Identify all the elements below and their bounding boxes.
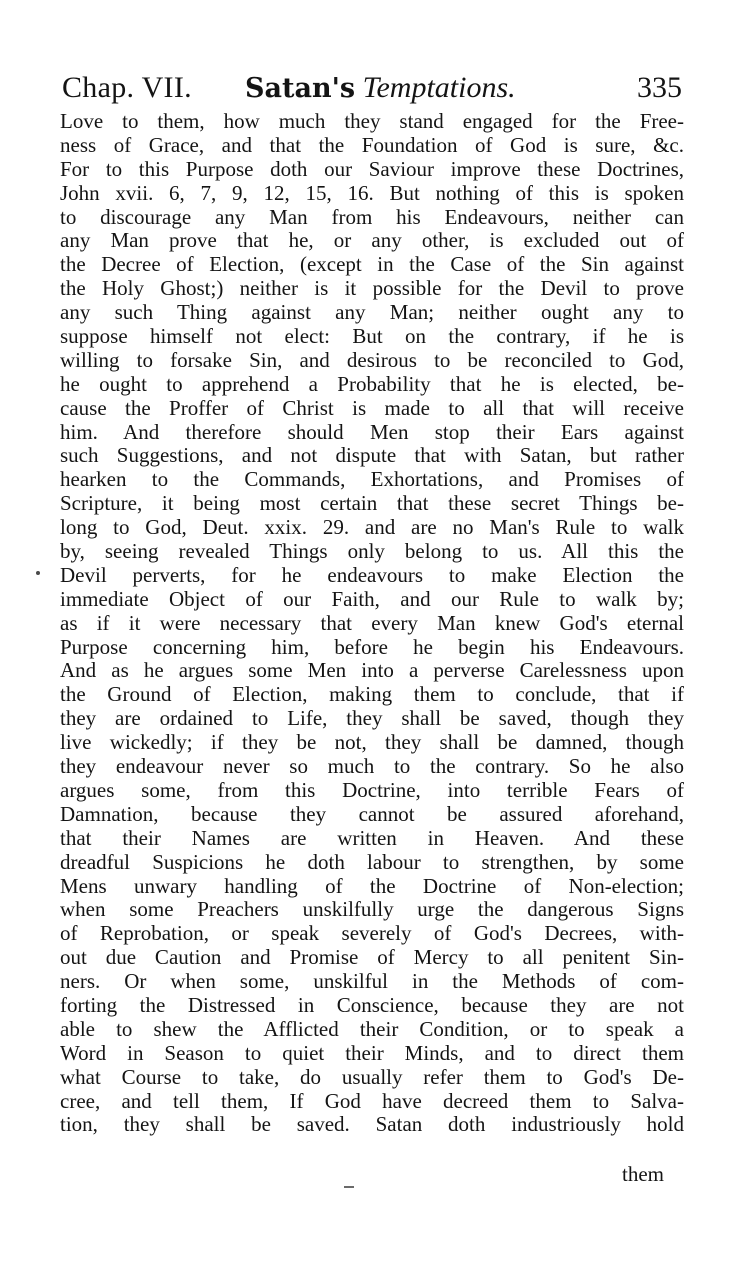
text-line: Word in Season to quiet their Minds, and to direct them bbox=[60, 1040, 684, 1065]
text-line: cause the Proffer of Christ is made to all that will receive bbox=[60, 395, 684, 420]
text-line: as if it were necessary that every Man knew God's eternal bbox=[60, 610, 684, 635]
text-line: For to this Purpose doth our Saviour improve these Doctrines, bbox=[60, 156, 684, 181]
margin-dot bbox=[36, 571, 40, 575]
text-line: forting the Distressed in Conscience, because they are not bbox=[60, 992, 684, 1017]
text-line: Scripture, it being most certain that these secret Things be- bbox=[60, 491, 684, 516]
text-line: Love to them, how much they stand engaged for the Free- bbox=[60, 109, 684, 133]
running-title-blackletter: Satan's bbox=[245, 73, 356, 104]
text-line: Mens unwary handling of the Doctrine of Non-election; bbox=[60, 873, 684, 898]
text-line: live wickedly; if they be not, they shall be damned, though bbox=[60, 730, 684, 755]
text-line: willing to forsake Sin, and desirous to be reconciled to God, bbox=[60, 347, 684, 372]
text-line: he ought to apprehend a Probability that he is elected, be- bbox=[60, 371, 684, 396]
signature-dash bbox=[344, 1186, 354, 1188]
text-line: Devil perverts, for he endeavours to make Election the bbox=[60, 562, 684, 587]
text-line: out due Caution and Promise of Mercy to all penitent Sin- bbox=[60, 945, 684, 970]
text-line: And as he argues some Men into a perverse Carelessness upon bbox=[60, 658, 684, 683]
text-line: hearken to the Commands, Exhortations, and Promises of bbox=[60, 467, 684, 492]
text-line: Damnation, because they cannot be assured aforehand, bbox=[60, 801, 684, 826]
text-line: immediate Object of our Faith, and our Rule to walk by; bbox=[60, 586, 684, 611]
text-line: the Ground of Election, making them to conclude, that if bbox=[60, 682, 684, 707]
text-line: John xvii. 6, 7, 9, 12, 15, 16. But nothing of this is spoken bbox=[60, 180, 684, 205]
text-line: tion, they shall be saved. Satan doth industriously hold bbox=[60, 1112, 684, 1137]
text-line: such Suggestions, and not dispute that with Satan, but rather bbox=[60, 443, 684, 468]
catchword: them bbox=[622, 1162, 664, 1186]
chapter-heading: Chap. VII. bbox=[62, 71, 192, 104]
text-line: dreadful Suspicions he doth labour to strengthen, by some bbox=[60, 849, 684, 874]
text-line: Purpose concerning him, before he begin his Endeavours. bbox=[60, 634, 684, 659]
text-line: when some Preachers unskilfully urge the dangerous Signs bbox=[60, 897, 684, 922]
text-line: able to shew the Afflicted their Condition, or to speak a bbox=[60, 1016, 684, 1041]
text-line: cree, and tell them, If God have decreed them to Salva- bbox=[60, 1088, 684, 1113]
text-line: of Reprobation, or speak severely of God's Decrees, with- bbox=[60, 921, 684, 946]
text-line: suppose himself not elect: But on the contrary, if he is bbox=[60, 324, 684, 349]
text-line: that their Names are written in Heaven. And these bbox=[60, 825, 684, 850]
text-line: ness of Grace, and that the Foundation of God is sure, &c. bbox=[60, 132, 684, 157]
page-header bbox=[62, 68, 682, 108]
text-line: long to God, Deut. xxix. 29. and are no Man's Rule to walk bbox=[60, 515, 684, 540]
text-line: argues some, from this Doctrine, into terrible Fears of bbox=[60, 777, 684, 802]
running-title-italic: Temptations. bbox=[362, 71, 516, 104]
text-line: they are ordained to Life, they shall be saved, though they bbox=[60, 706, 684, 731]
text-line: any Man prove that he, or any other, is excluded out of bbox=[60, 228, 684, 253]
running-title bbox=[245, 68, 516, 109]
text-line: they endeavour never so much to the contrary. So he also bbox=[60, 754, 684, 779]
text-line: any such Thing against any Man; neither ought any to bbox=[60, 300, 684, 325]
text-line: to discourage any Man from his Endeavours, neither can bbox=[60, 204, 684, 229]
text-line: the Holy Ghost;) neither is it possible for the Devil to prove bbox=[60, 276, 684, 301]
text-line: by, seeing revealed Things only belong to us. All this the bbox=[60, 539, 684, 564]
text-line: him. And therefore should Men stop their Ears against bbox=[60, 419, 684, 444]
page-number: 335 bbox=[637, 71, 682, 104]
text-line: the Decree of Election, (except in the Case of the Sin against bbox=[60, 252, 684, 277]
body-text bbox=[60, 110, 684, 1137]
text-line: what Course to take, do usually refer them to God's De- bbox=[60, 1064, 684, 1089]
text-line: ners. Or when some, unskilful in the Methods of com- bbox=[60, 969, 684, 994]
